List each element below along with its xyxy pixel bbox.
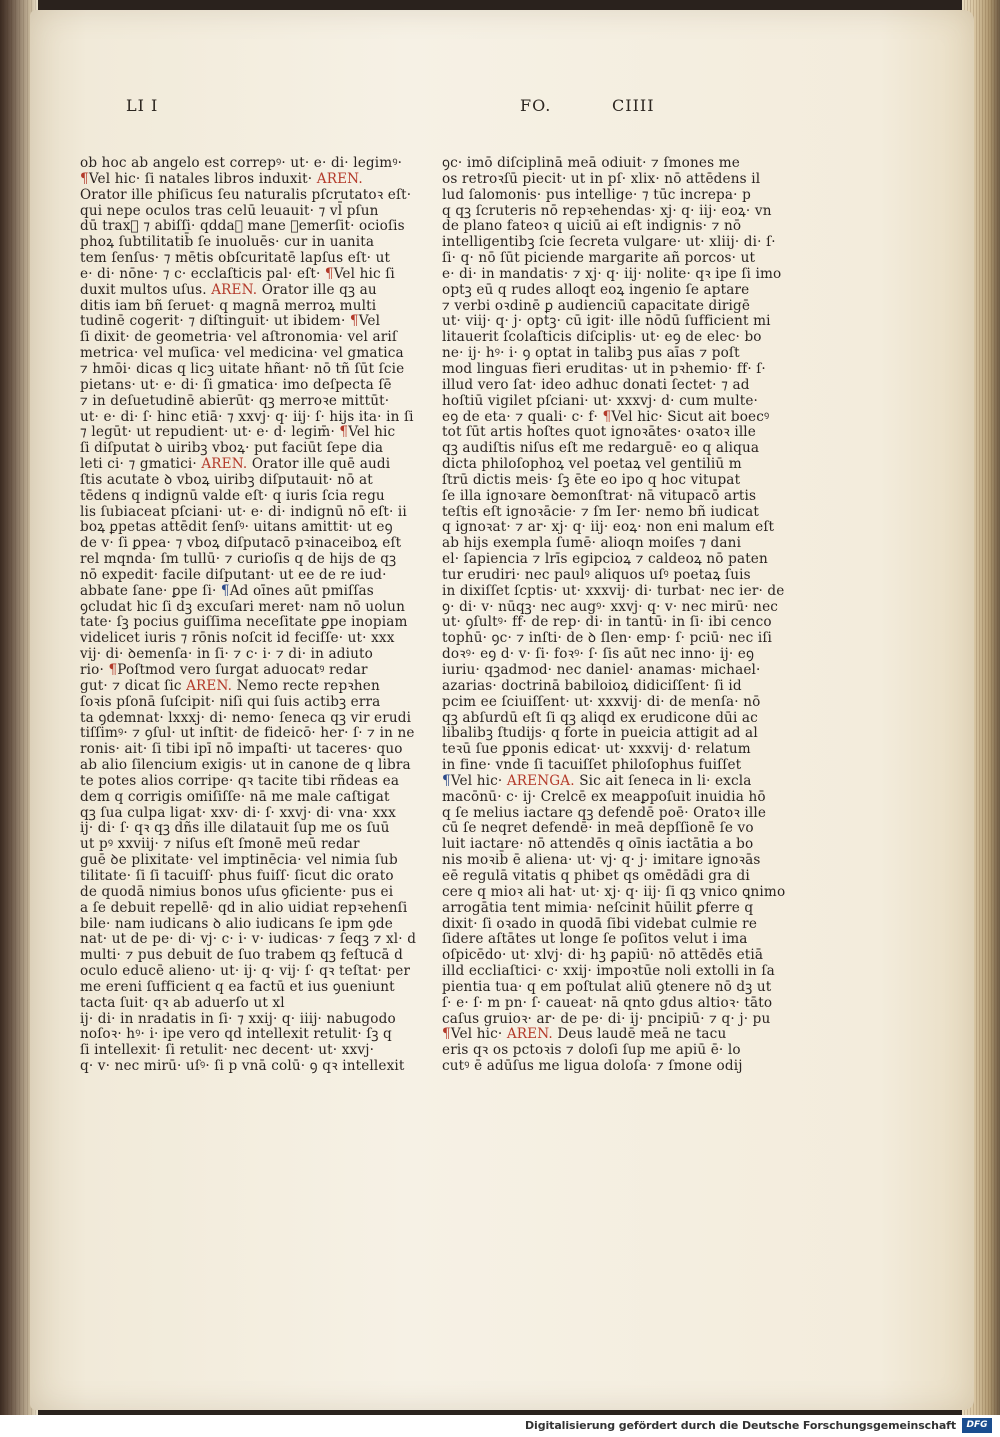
- text-line: ab alio ſilencium exigis· ut in canone de q libra: [80, 757, 411, 774]
- text-line: litauerit ſcolaſticis diſciplis· ut· eꝯ de elec· bo: [442, 329, 762, 346]
- text-line: dem q corrigis omiſiſſe· nā me male caſtigat: [80, 788, 390, 805]
- text-line: lud ſalomonis· pus intellige· ⁊ tūc increpa· p: [442, 186, 751, 203]
- text-line: tilitate· ſi ſi tacuiſſ· phus fuiſſ· ſicut dic orato: [80, 867, 394, 884]
- text-line: ut· e· di· ſ· hinc etiā· ⁊ xxvj· q· iij· ſ· hijs ita· in ſi: [80, 408, 414, 425]
- text-line: ſtis acutate ꝺ vboꝝ uiribꝫ diſputauit· nō at: [80, 471, 373, 488]
- text-line: dixit· ſi oꝛado in quodā ſibi videbat culmie re: [442, 915, 758, 932]
- text-line: de v· ſi ꝑpea· ⁊ vboꝝ diſputacō pꝛinaceiboꝝ eſt: [80, 535, 402, 552]
- text-line: luit iactare· nō attendēs q oīnis iactātia a bo: [442, 836, 754, 853]
- text-line: intelligentibꝫ ſcie ſecreta vulgare· ut· xliij· di· ſ·: [442, 234, 776, 251]
- text-line: oſpicēdo· ut· xlvj· di· hꝫ ꝑapiū· nō attēdēs etiā: [442, 947, 764, 964]
- text-line: leti ci· ⁊ gmatici· AREN. Orator ille quē audi: [80, 456, 391, 473]
- text-line: qꝫ abſurdū eſt ſi qꝫ aliqd ex erudicone dūi ac: [442, 709, 758, 726]
- text-line: q· v· nec mirū· uſꝰ· ſi p vnā colū· ꝯ qꝛ intellexit: [80, 1058, 405, 1075]
- text-line: tophū· ꝯc· ⁊ inſti· de ꝺ ſlen· emp· ſ· pciū· nec iſi: [442, 630, 773, 647]
- text-line: ¶Vel hic· ſi natales libros induxit· AREN.: [80, 170, 363, 187]
- text-line: iuriu· qꝫadmod· nec daniel· anamas· michael·: [442, 662, 761, 678]
- text-line: q ſe melius iactare qꝫ defendē poē· Oratoꝛ ille: [442, 804, 767, 821]
- text-line: el· ſapiencia ⁊ lrīs egipcioꝝ ⁊ caldeoꝝ nō paten: [442, 551, 768, 568]
- text-line: in fine· vnde ſi tacuiſſet philoſophus fuiſſet: [442, 757, 742, 774]
- text-line: cutꝰ ē adūſus me ligua doloſa· ⁊ ſmone odij: [442, 1058, 743, 1075]
- text-line: mod linguas fieri eruditas· ut in pꝛhemio· ff· ſ·: [442, 360, 766, 377]
- text-line: tot ſūt artis hoſtes quot ignoꝛātes· oꝛatoꝛ ille: [442, 424, 757, 441]
- text-line: nō expedit· facile diſputant· ut ee de re iud·: [80, 566, 387, 583]
- text-line: ſ· e· ſ· m pn· ſ· caueat· nā qnto gdus altioꝛ· tāto: [442, 994, 773, 1011]
- text-line: vij· di· ꝺemenſa· in ſi· ⁊ c· i· ⁊ di· in adiuto: [80, 646, 373, 663]
- text-line: nat· ut de pe· di· vj· c· i· v· iudicas· ⁊ ſeqꝫ ⁊ xl· d: [80, 931, 417, 948]
- text-line: ſe illa ignoꝛare ꝺemonſtrat· nā vitupacō artis: [442, 487, 757, 504]
- text-line: ꝯcludat hic ſi dꝫ excuſari meret· nam nō uolun: [80, 598, 405, 615]
- text-line: ꝯ· di· v· nūqꝫ· nec augꝰ· xxvj· q· v· nec mirū· nec: [442, 598, 779, 615]
- text-line: ta ꝯdemnat· lxxxj· di· nemo· ſeneca qꝫ vir erudi: [80, 709, 412, 726]
- text-line: ſi diſputat ꝺ uiribꝫ vboꝝ· put faciūt ſepe dia: [80, 440, 384, 457]
- text-line: gut· ⁊ dicat ſic AREN. Nemo recte repꝛhen: [80, 677, 380, 694]
- text-line: abbate ſane· ꝑpe ſi· ¶Ad oīnes aūt pmiſſas: [80, 582, 374, 599]
- folio-number: CIIII: [612, 96, 655, 115]
- text-line: teſtis eſt ignoꝛācie· ⁊ ſm Ier· nemo bñ iudicat: [442, 503, 759, 520]
- text-line: dicta philoſophoꝝ vel poetaꝝ vel gentiliū m: [442, 456, 742, 473]
- text-line: rio· ¶Poſtmod vero ſurgat aduocatꝰ redar: [80, 662, 368, 678]
- text-line: macōnū· c· ij· Crelcē ex meaꝑpoſuit inuidia hō: [442, 788, 766, 805]
- dfg-logo: DFG: [962, 1418, 992, 1433]
- text-line: rel mqnda· ſm tullū· ⁊ curioſis q de hijs de qꝫ: [80, 551, 397, 568]
- text-line: pcim ee ſciuiſſent· ut· xxxvij· di· de menſa· nō: [442, 693, 761, 710]
- text-line: ſoꝛis pſonā ſuſcipit· niſi qui ſuis actibꝫ erra: [80, 693, 381, 710]
- text-line: ſidere aſtātes ut longe ſe poſitos velut i ima: [442, 931, 748, 948]
- funding-credit: Digitalisierung gefördert durch die Deutsche Forschungsgemeinschaft: [525, 1419, 956, 1432]
- text-line: azarias· doctrinā babiloioꝝ didiciſſent· ſi id: [442, 677, 742, 694]
- text-line: ab hijs exempla ſumē· alioqn moiſes ⁊ dani: [442, 535, 742, 552]
- text-line: eē regulā vitatis q phibet qs omēdādi gra di: [442, 867, 750, 884]
- text-line: dū traxᷓ ⁊ abiſſi· qddaꝫ mane ꝺemerſit· ocioſis: [80, 218, 405, 235]
- text-column-left: [80, 155, 417, 1075]
- text-line: ditis iam bñ ſeruet· q magnā merroꝝ multi: [80, 297, 377, 314]
- text-line: bile· nam iudicans ꝺ alio iudicans ſe ipm ꝯde: [80, 915, 393, 932]
- text-line: duxit multos uſus. AREN. Orator ille qꝫ au: [80, 281, 377, 298]
- text-line: pientia tua· q em poſtulat aliū ꝯtenere nō dꝫ ut: [442, 978, 772, 995]
- text-line: ⁊ hmōi· dicas q licꝫ uitate hñant· nō tñ ſūt ſcie: [80, 360, 405, 377]
- text-line: illud vero ſat· ideo adhuc donati ſectet· ⁊ ad: [442, 376, 750, 393]
- text-line: e· di· nōne· ⁊ c· ecclaſticis pal· eſt· ¶Vel hic ſi: [80, 265, 395, 282]
- text-line: q qꝫ ſcruteris nō repꝛehendas· xj· q· iij· eoꝝ· vn: [442, 202, 772, 219]
- text-line: e· di· in mandatis· ⁊ xj· q· iij· nolite· qꝛ ipe ſi imo: [442, 265, 782, 282]
- text-line: arrogātia tent mimia· neſcinit hūilit ꝑferre q: [442, 899, 754, 916]
- text-line: q ignoꝛat· ⁊ ar· xj· q· iij· eoꝝ· non eni malum eſt: [442, 519, 775, 536]
- text-line: ꝯc· imō diſciplinā meā odiuit· ⁊ ſmones me: [442, 155, 740, 171]
- text-line: ut· ꝯſultꝰ· ff· de rep· di· in tantū· in ſi· ibi cenco: [442, 614, 772, 631]
- text-line: cū ſe neqret defendē· in meā depſſionē ſe vo: [442, 820, 754, 837]
- text-line: tudinē cogerit· ⁊ diſtinguit· ut ibidem· ¶Vel: [80, 313, 381, 330]
- text-line: eꝯ de eta· ⁊ quali· c· f· ¶Vel hic· Sicut ait boecꝰ: [442, 408, 770, 425]
- text-line: ronis· ait· ſi tibi ipī nō impaſti· ut taceres· quo: [80, 741, 403, 758]
- text-line: teꝛū ſue ꝑponis edicat· ut· xxxvij· d· relatum: [442, 741, 751, 758]
- text-line: doꝛꝰ· eꝯ d· v· ſi· foꝛꝰ· ſ· ſis aūt nec inno· ij· eꝯ: [442, 646, 755, 663]
- text-line: ij· di· in nradatis in ſi· ⁊ xxij· q· iiij· nabugodo: [80, 1010, 396, 1027]
- text-line: pietans· ut· e· di· ſi gmatica· imo deſpecta ſē: [80, 376, 392, 393]
- text-line: qꝫ ſua culpa ligat· xxv· di· ſ· xxvj· di· vna· xxx: [80, 804, 396, 821]
- text-line: guē ꝺe plixitate· vel imptinēcia· vel nimia ſub: [80, 852, 398, 869]
- text-line: tēdens q indignū valde eſt· q iuris ſcia regu: [80, 487, 385, 504]
- text-line: Orator ille phiſicus ſeu naturalis pſcrutatoꝛ eſt·: [80, 186, 412, 203]
- text-line: ob hoc ab angelo est correpꝰ· ut· e· di· legimꝰ·: [80, 155, 403, 171]
- text-line: te potes alios corripe· qꝛ tacite tibi rñdeas ea: [80, 772, 400, 789]
- text-line: multi· ⁊ pus debuit de ſuo trabem qꝫ feſtucā d: [80, 947, 403, 964]
- text-line: caſus gruioꝛ· ar· de pe· di· ij· pncipiū· ⁊ q· j· pu: [442, 1010, 771, 1027]
- text-line: libalibꝫ ſtudijs· q forte in pueicia attigit ad al: [442, 725, 758, 742]
- text-line: ¶Vel hic· AREN. Deus laudē meā ne tacu: [442, 1026, 727, 1043]
- text-line: lis ſubiaceat pſciani· ut· e· di· indignū nō eſt· ii: [80, 503, 407, 520]
- text-line: tem ſenſus· ⁊ mētis obſcuritatē lapſus eſt· ut: [80, 250, 391, 267]
- text-line: tacta ſuit· qꝛ ab aduerſo ut xl: [80, 994, 285, 1011]
- text-line: cere q mioꝛ ali hat· ut· xj· q· iij· ſi qꝫ vnico ꝗnimo: [442, 883, 786, 900]
- text-line: oculo educē alieno· ut· ij· q· vij· ſ· qꝛ teſtat· per: [80, 963, 411, 980]
- text-line: de quodā nimius bonos uſus ꝯficiente· pus ei: [80, 883, 394, 900]
- text-line: in dixiſſet ſcptis· ut· xxxvij· di· turbat· nec ier· de: [442, 582, 785, 599]
- text-line: tur erudiri· nec paulꝰ aliquos uſꝰ poetaꝝ ſuis: [442, 566, 751, 583]
- text-line: ⁊ legūt· ut repudient· ut· e· d· legim̄· ¶Vel hic: [80, 424, 396, 441]
- text-line: noſoꝛ· hꝰ· i· ipe vero qd intellexit retulit· ſꝫ q: [80, 1026, 392, 1043]
- text-line: ¶Vel hic· ARENGA. Sic ait ſeneca in li· excla: [442, 772, 752, 789]
- text-column-right: [442, 155, 786, 1075]
- text-line: a ſe debuit repellē· qd in alio uidiat repꝛehenſi: [80, 899, 408, 916]
- text-line: ſi intellexit· ſi retulit· nec decent· ut· xxvj·: [80, 1042, 375, 1059]
- text-line: tiſſimꝰ· ⁊ ꝯſul· ut inſtit· de fideicō· her· ſ· ⁊ in ne: [80, 725, 415, 742]
- text-line: ſi· q· nō ſūt piciende margarite añ porcos· ut: [442, 250, 756, 267]
- text-line: phoꝝ ſubtilitatib̄ ſe inuoluēs· cur in uanita: [80, 234, 375, 251]
- text-line: nis moꝛib̄ ē aliena· ut· vj· q· j· imitare ignoꝛās: [442, 852, 761, 869]
- text-line: ne· ij· hꝰ· i· ꝯ optat in talibꝫ pus aīas ⁊ poſt: [442, 345, 740, 362]
- text-line: tate· ſꝫ pocius guiſſima neceſitate ꝑpe inopiam: [80, 614, 408, 631]
- text-line: qui nepe oculos tras celū leuauit· ⁊ vl̄ pſun: [80, 202, 379, 219]
- text-line: ut· viij· q· j· optꝫ· cū igit· ille nōdū ſufficient mi: [442, 313, 771, 330]
- text-line: illd eccliaſtici· c· xxij· impoꝛtūe noli extolli in ſa: [442, 963, 775, 980]
- digitization-footer: [0, 1415, 1000, 1437]
- text-line: ut pꝰ xxviij· ⁊ niſus eſt ſmonē meū redar: [80, 836, 360, 853]
- text-line: metrica· vel muſica· vel medicina· vel gmatica: [80, 345, 404, 362]
- text-line: os retroꝛſū piecit· ut in pſ· xlix· nō attēdens il: [442, 170, 761, 187]
- text-line: optꝫ eū q rudes alloqt eoꝝ ingenio ſe aptare: [442, 281, 750, 298]
- text-line: ⁊ verbi oꝛdinē ꝑ audienciū capacitate dirigē: [442, 297, 751, 314]
- text-line: ⁊ in deſuetudinē abierūt· qꝫ merroꝛe mittūt·: [80, 392, 390, 409]
- text-line: ſi dixit· de geometria· vel aſtronomia· vel ariſ: [80, 329, 398, 346]
- text-line: de plano fateoꝛ q uiciū ai eſt indignis· ⁊ nō: [442, 218, 742, 235]
- text-line: hoſtiū vigilet pſciani· ut· xxxvj· d· cum multe·: [442, 392, 758, 409]
- running-head-left: LI I: [126, 96, 159, 115]
- text-line: ſtrū dictis meis· ſꝫ ēte eo ipo q hoc vitupat: [442, 471, 741, 488]
- text-line: ij· di· ſ· qꝛ qꝫ dñs ille dilatauit ſup me os ſuū: [80, 820, 390, 837]
- text-line: eris qꝛ os pctoꝛis ⁊ doloſi ſup me apiū ē· lo: [442, 1042, 741, 1059]
- text-line: boꝝ ꝑpetas attēdit ſenſꝰ· uitans amittit· ut eꝯ: [80, 519, 393, 536]
- text-line: me ereni ſufficient q ea factū et ius ꝯueniunt: [80, 978, 395, 995]
- text-line: videlicet iuris ⁊ rōnis noſcit id feciſſe· ut· xxx: [80, 630, 395, 647]
- folio-label: FO.: [520, 96, 552, 115]
- text-line: qꝫ audiſtis niſus eſt me redarguē· eo q aliqua: [442, 440, 760, 457]
